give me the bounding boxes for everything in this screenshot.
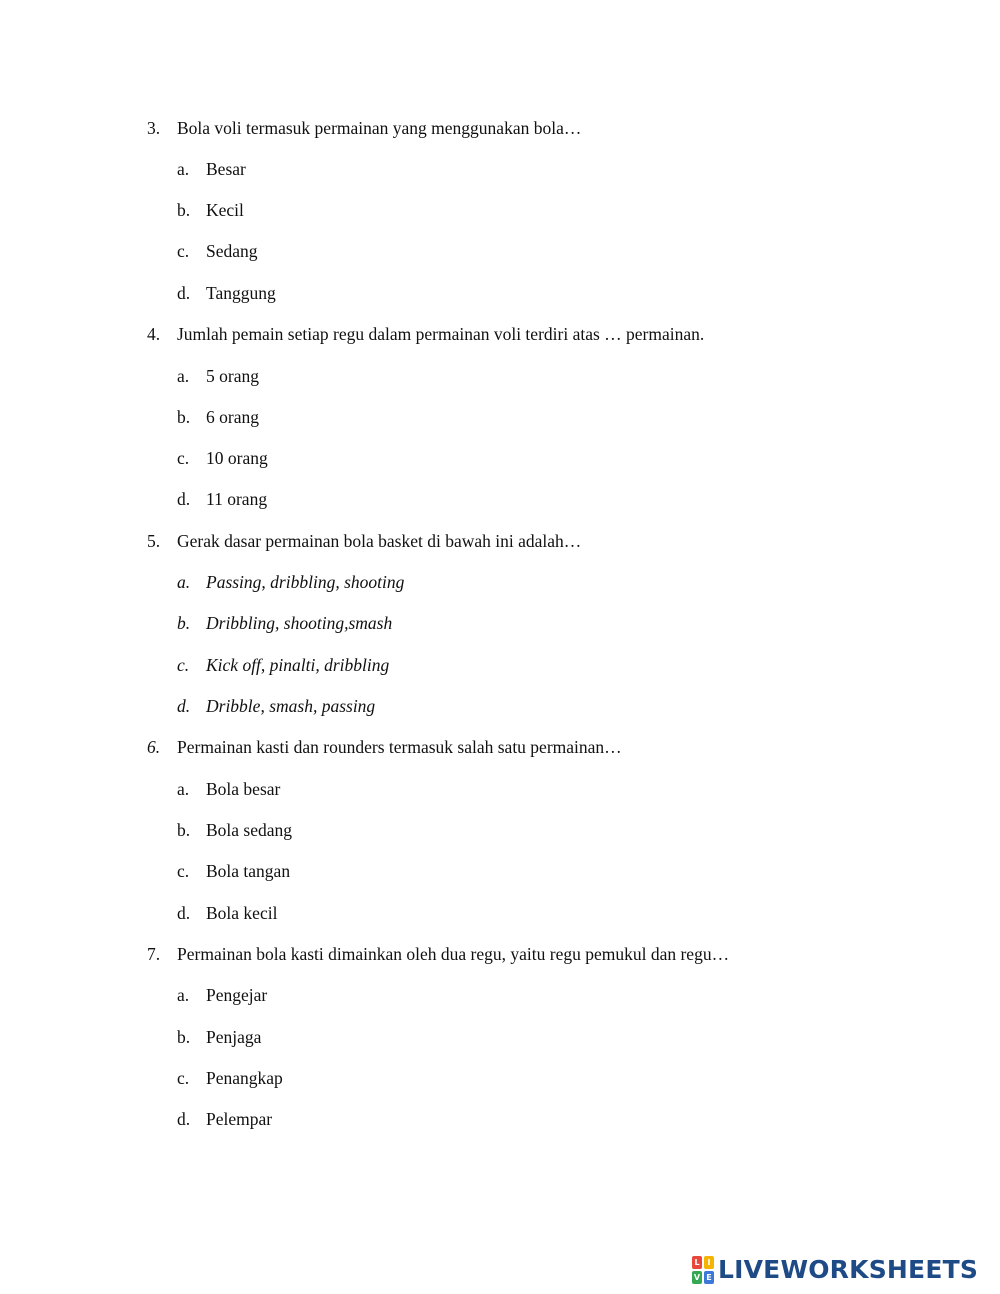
option-letter: b. (177, 1027, 191, 1047)
option-letter: d. (177, 283, 191, 303)
question-text: Jumlah pemain setiap regu dalam permainan voli terdiri atas … permainan. (177, 324, 705, 344)
option-letter: d. (177, 903, 191, 923)
option-text: Bola tangan (206, 861, 291, 881)
option-letter: c. (177, 655, 190, 675)
question-text: Permainan kasti dan rounders termasuk salah satu permainan… (177, 737, 622, 757)
option-letter: c. (177, 1068, 190, 1088)
option-letter: c. (177, 448, 190, 468)
question-number: 3. (147, 118, 161, 138)
option-letter: d. (177, 696, 191, 716)
option-text: Pelempar (206, 1109, 273, 1129)
question-number: 5. (147, 531, 161, 551)
question-number: 4. (147, 324, 161, 344)
option-text: 6 orang (206, 407, 259, 427)
option-text: Penangkap (206, 1068, 283, 1088)
option-text: Besar (206, 159, 246, 179)
option-letter: b. (177, 407, 191, 427)
option-text: Sedang (206, 241, 258, 261)
option-text: Penjaga (206, 1027, 262, 1047)
question-number: 7. (147, 944, 161, 964)
option-text: 11 orang (206, 489, 268, 509)
option-text: Pengejar (206, 985, 268, 1005)
logo-text: LIVEWORKSHEETS (718, 1255, 979, 1284)
logo-badge-cell: V (693, 1273, 701, 1282)
logo-badge-cell: L (692, 1256, 702, 1269)
option-text: Bola sedang (206, 820, 293, 840)
liveworksheets-logo (692, 1254, 978, 1286)
option-text: Bola kecil (206, 903, 278, 923)
option-text: Tanggung (206, 283, 276, 303)
option-letter: b. (177, 200, 191, 220)
question-text: Permainan bola kasti dimainkan oleh dua regu, yaitu regu pemukul dan regu… (177, 944, 730, 964)
option-text: Passing, dribbling, shooting (206, 572, 405, 592)
logo-badge-icon (692, 1256, 714, 1284)
option-letter: c. (177, 241, 190, 261)
option-text: Kick off, pinalti, dribbling (206, 655, 390, 675)
option-letter: a. (177, 366, 190, 386)
option-letter: b. (177, 820, 191, 840)
option-letter: c. (177, 861, 190, 881)
question-text: Bola voli termasuk permainan yang menggunakan bola… (177, 118, 582, 138)
option-text: 5 orang (206, 366, 259, 386)
option-text: Bola besar (206, 779, 281, 799)
question-text: Gerak dasar permainan bola basket di bawah ini adalah… (177, 531, 582, 551)
option-letter: d. (177, 1109, 191, 1129)
option-letter: a. (177, 572, 191, 592)
question-number: 6. (147, 737, 161, 757)
option-text: Kecil (206, 200, 244, 220)
option-letter: b. (177, 613, 191, 633)
option-letter: a. (177, 985, 190, 1005)
option-text: Dribble, smash, passing (206, 696, 376, 716)
option-letter: a. (177, 779, 190, 799)
option-text: Dribbling, shooting,smash (206, 613, 393, 633)
logo-badge-cell: E (704, 1271, 714, 1284)
logo-badge-cell: I (704, 1256, 714, 1269)
option-text: 10 orang (206, 448, 268, 468)
option-letter: a. (177, 159, 190, 179)
option-letter: d. (177, 489, 191, 509)
